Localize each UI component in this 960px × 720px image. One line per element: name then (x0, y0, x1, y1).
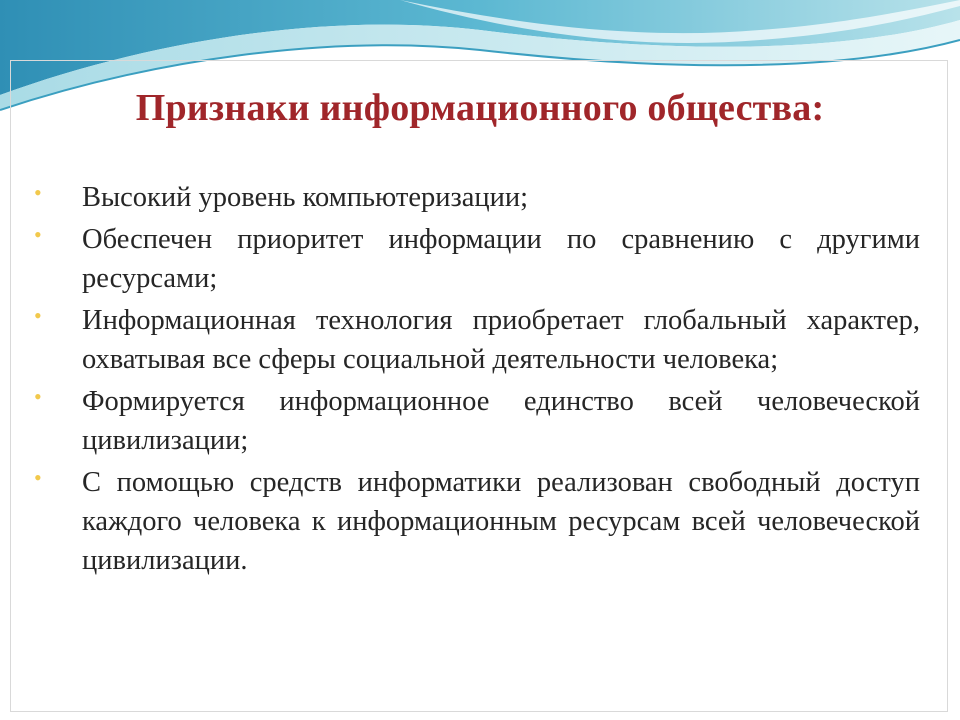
bullet-text: С помощью средств информатики реализован свободный доступ каждого человека к информационным ресурсам всей человеческой цивилизации. (82, 467, 920, 576)
bullet-dot-icon: • (34, 180, 42, 205)
bullet-item (34, 220, 920, 298)
bullet-text: Формируется информационное единство всей человеческой цивилизации; (82, 386, 920, 456)
bullet-item (34, 301, 920, 379)
bullet-text: Информационная технология приобретает глобальный характер, охватывая все сферы социальной деятельности человека; (82, 305, 920, 375)
bullet-text: Обеспечен приоритет информации по сравнению с другими ресурсами; (82, 224, 920, 294)
slide-title: Признаки информационного общества: (135, 87, 825, 129)
bullet-text: Высокий уровень компьютеризации; (82, 182, 529, 213)
bullet-dot-icon: • (34, 384, 42, 409)
bullet-item (34, 178, 920, 217)
bullet-item (34, 382, 920, 460)
bullet-dot-icon: • (34, 222, 42, 247)
bullet-dot-icon: • (34, 465, 42, 490)
bullet-dot-icon: • (34, 303, 42, 328)
bullet-item (34, 463, 920, 580)
bullet-list (34, 178, 920, 583)
